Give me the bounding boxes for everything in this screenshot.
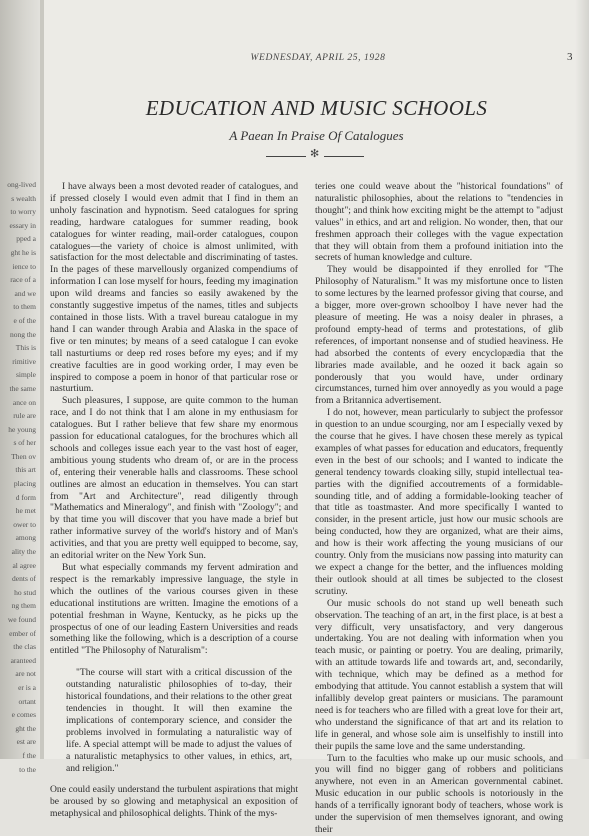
ornament-rule-right — [324, 156, 364, 157]
article-subtitle: A Paean In Praise Of Catalogues — [229, 128, 404, 143]
bleed-text-fragment: ortant — [18, 696, 36, 706]
paragraph: Such pleasures, I suppose, are quite common to the human race, and I do not think that I am alone in my enthusiasm for catalogues. But I rather believe that few share my enormous passion for educational catalogues, for the brochures which all schools and colleges issue each year to the vast host of eager, ambitious young students who dream of, or are in the process of, entering their venerable halls and classrooms. These school outlines are almost an education in themselves. You can start from "Art and Architecture", read diligently through "Mathematics and Mineralogy", and finish with "Zoology"; and by that time you will discover that you have made a brief but rather informative survey of the world's history and of Man's activities, and that you are pretty well equipped to become, say, an editorial writer on the New York Sun. — [50, 395, 298, 562]
page-dateline: WEDNESDAY, APRIL 25, 1928 — [250, 53, 386, 63]
paragraph: Turn to the faculties who make up our music schools, and you will find no bigger gang of robbers and politicians anywhere, not even in an American governmental cabinet. Music education in our public schools is notoriously in the hands of a terrifically ignorant body of teachers, whose work is under the supervision of men themselves ignorant, and owing their — [315, 752, 563, 835]
bleed-text-fragment: pped a — [16, 234, 36, 244]
bleed-text-fragment: and we — [14, 288, 36, 298]
bleed-text-fragment: ong-lived — [7, 180, 36, 189]
bleed-text-fragment: race of a — [10, 275, 36, 285]
paragraph: I do not, however, mean particularly to subject the professor in question to an undue scourging, nor am I especially vexed by the course that he gives. I have chosen these merely as typical examples of what passes for education and educators, frequently even in the best of our schools; and I wanted to indicate the general tendency towards cloaking silly, stupid intellectual tea-parties with the dignified accoutrements of a formidable-sounding title, and of adding a formidable-looking teacher of that title as toastmaster. And more specifically I wanted to consider, in the present article, just how our music schools are being conducted, how they are organized, what are their aims, and how is their work affecting the young musicians of our country. Only from the musicians now passing into maturity can we expect a change for the better, and the influences molding their outlook should at all times be subjected to the closest scrutiny. — [315, 407, 563, 597]
bleed-text-fragment: f the — [22, 750, 36, 760]
bleed-text-fragment: est are — [16, 737, 36, 747]
bleed-text-fragment: ience to — [12, 261, 36, 271]
paragraph: One could easily understand the turbulent aspirations that might be aroused by so glowing and metaphysical an exposition of metaphysical and philosophical delights. Think of the mys- — [50, 784, 298, 820]
bleed-text-fragment: to them — [13, 302, 36, 312]
bleed-text-fragment: nong the — [9, 329, 36, 339]
bleed-text-fragment: to worry — [10, 207, 36, 217]
bleed-text-fragment: dents of — [12, 574, 36, 584]
facing-page-bleed — [0, 0, 40, 774]
bleed-text-fragment: ght he is — [10, 247, 36, 257]
page-number: 3 — [567, 51, 573, 63]
section-ornament — [266, 150, 366, 162]
bleed-text-fragment: we found — [7, 615, 36, 624]
right-column — [315, 181, 563, 836]
bleed-text-fragment: the same — [9, 383, 36, 393]
bleed-text-fragment: this art — [15, 465, 36, 475]
paragraph: But what especially commands my fervent admiration and respect is the remarkably impressive language, the style in which the outlines of the various courses given in these educational institutions are written. Imagine the emotions of a potential freshman in Wayne, Kentucky, as he picks up the prospectus of one of our leading Eastern Universities and reads something like the following, which is a description of a course entitled "The Philosophy of Naturalism": — [50, 562, 298, 657]
paragraph: I have always been a most devoted reader of catalogues, and if pressed closely I would even admit that I find in them an unholy fascination and hypnotism. Seed catalogues for spring reading, hardware catalogues for summer reading, book catalogues for winter reading, mail-order catalogues, coupon catalogues—the variety of choice is almost unlimited, with satisfaction for the most delectable and discriminating of tastes. In the pages of these marvellously organized compendiums of information I can lose myself for hours, feeding my imagination upon wild dreams and fancies so easily awakened by the constantly suggestive impetus of the names, titles and subjects contained in those lists. With a travel bureau catalogue in my hand I can wander through Arabia and Alaska in the space of five or ten minutes; by means of a seed catalogue I can evoke tall nasturtiums or deep red roses before my eyes; and if my creative faculties are in good working order, I may even be inspired to compose a poem in honor of that particular rose or nasturtium. — [50, 181, 298, 395]
bleed-text-fragment: among — [15, 533, 36, 543]
bleed-text-fragment: ember of — [9, 628, 36, 638]
bleed-text-fragment: al agree — [12, 560, 36, 570]
bleed-text-fragment: he met — [15, 506, 36, 516]
bleed-text-fragment: the clas — [13, 642, 36, 652]
bleed-text-fragment: are not — [15, 669, 36, 679]
bleed-text-fragment: essary in — [9, 220, 36, 230]
bleed-text-fragment: er is a — [18, 682, 36, 692]
left-column — [50, 181, 298, 820]
paragraph: They would be disappointed if they enrolled for "The Philosophy of Naturalism." It was my misfortune once to listen to some lectures by the learned professor giving that course, and a bigger, more over-grown schoolboy I have never had the pleasure of meeting. He was a noisy dealer in phrases, a profound empty-head of terms and protestations, of glib references, of important nonsense and of studied heaviness. He had absorbed the contents of every encyclopædia that the libraries made available, and he oozed it back again so ponderously that you would have, under ordinary circumstances, turned him over annoyedly as you would a page from a Britannica advertisement. — [315, 264, 563, 407]
page-edge-shadow — [575, 0, 589, 759]
paragraph: Our music schools do not stand up well beneath such observation. The teaching of an art, in the first place, is at best a very difficult, very unsatisfactory, and very dangerous undertaking. You are not dealing with information when you teach music, or painting or poetry. You are dealing, primarily, with an attitude towards life and towards art, and, secondarily, with technique, which may be defined as a method for embodying that attitude. You cannot establish a system that will infallibly develop great painters or musicians. The paramount need is for teachers who are filled with a great love for their art, who understand the significance of that art and its relation to life in general, and whose sole aim is unselfishly to instill into their pupils the same love and the same understanding. — [315, 597, 563, 752]
bleed-text-fragment: ance on — [12, 397, 36, 407]
article-title: EDUCATION AND MUSIC SCHOOLS — [145, 96, 488, 120]
bleed-text-fragment: ng them — [11, 601, 36, 611]
bleed-text-fragment: ality the — [11, 547, 36, 557]
ornament-rule-left — [266, 156, 306, 157]
bleed-text-fragment: This is — [15, 343, 36, 353]
bleed-text-fragment: rule are — [13, 411, 36, 421]
block-quote: "The course will start with a critical discussion of the outstanding naturalistic philosophies of to-day, their historical foundations, and their relations to the other great tendencies in thought. It will then examine the implications of contemporary science, and consider the problems involved in formulating a naturalistic way of life. A special attempt will be made to adjust the values of a naturalistic metaphysics to other values, in ethics, art, and religion." — [66, 667, 292, 774]
bleed-text-fragment: ght the — [15, 723, 36, 733]
bleed-text-fragment: s wealth — [11, 193, 36, 203]
bleed-text-fragment: simple — [16, 370, 36, 380]
bleed-text-fragment: s of her — [13, 438, 36, 448]
ornament-star-icon: ✻ — [310, 148, 320, 160]
bleed-text-fragment: aranteed — [10, 655, 36, 665]
bleed-text-fragment: placing — [13, 479, 36, 489]
bleed-text-fragment: ower to — [13, 519, 36, 529]
bleed-text-fragment: e comes — [11, 710, 36, 720]
bleed-text-fragment: e of the — [13, 315, 36, 325]
magazine-page — [44, 0, 589, 835]
paragraph: teries one could weave about the "historical foundations" of naturalistic philosophies, about the relations to "tendencies in thought"; and think how exciting might be the attempt to "adjust values" in ethics, and art and religion. No wonder, then, that our freshmen approach their colleges with the vague expectation that they will obtain from them a profound initiation into the secrets of human knowledge and culture. — [315, 181, 563, 264]
bleed-text-fragment: to the — [19, 764, 36, 774]
bleed-text-fragment: ho stud — [14, 587, 36, 597]
bleed-text-fragment: rimitive — [12, 356, 36, 366]
bleed-text-fragment: Then ov — [11, 451, 36, 461]
bleed-text-fragment: d form — [15, 492, 36, 502]
bleed-text-fragment: he young — [8, 424, 36, 434]
